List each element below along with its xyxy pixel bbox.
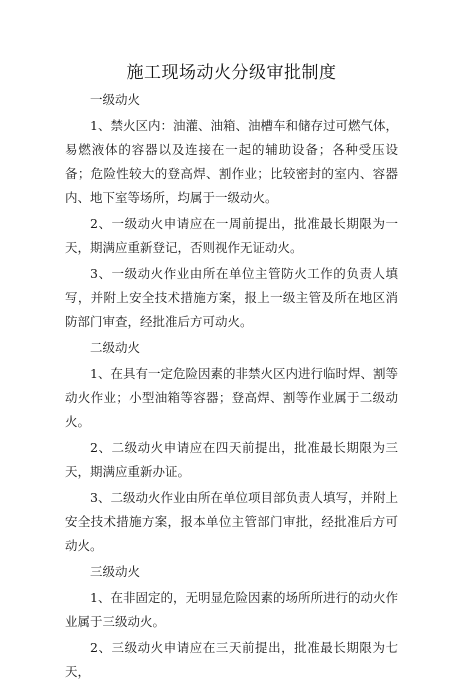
paragraph: 1、在非固定的，无明显危险因素的场所所进行的动火作业属于三级动火。 [65,590,398,629]
paragraph: 1、在具有一定危险因素的非禁火区内进行临时焊、割等动火作业；小型油箱等容器；登高焊、割等作业属于二级动火。 [65,366,398,429]
paragraph: 1、禁火区内：油灌、油箱、油槽车和储存过可燃气体，易燃液体的容器以及连接在一起的辅助设备；各种受压设备；危险性较大的登高焊、割作业；比较密封的室内、容器内、地下室等场所，均属于一级动火。 [65,118,398,205]
paragraph: 3、一级动火作业由所在单位主管防火工作的负责人填写，并附上安全技术措施方案，报上一级主管及所在地区消防部门审查，经批准后方可动火。 [65,266,398,329]
section-level-3 [65,560,398,684]
section-level-2 [65,336,398,558]
document-body [65,88,398,686]
paragraph: 2、三级动火申请应在三天前提出，批准最长期限为七天， [65,640,398,679]
paragraph: 3、二级动火作业由所在单位项目部负责人填写，并附上安全技术措施方案，报本单位主管部门审批，经批准后方可动火。 [65,490,398,553]
document-title: 施工现场动火分级审批制度 [126,63,337,83]
section-heading: 一级动火 [90,92,141,107]
paragraph: 2、一级动火申请应在一周前提出，批准最长期限为一天，期满应重新登记，否则视作无证动火。 [65,216,398,255]
paragraph: 2、二级动火申请应在四天前提出，批准最长期限为三天，期满应重新办证。 [65,440,398,479]
section-heading: 三级动火 [90,564,141,579]
section-heading: 二级动火 [90,340,141,355]
section-level-1 [65,88,398,334]
